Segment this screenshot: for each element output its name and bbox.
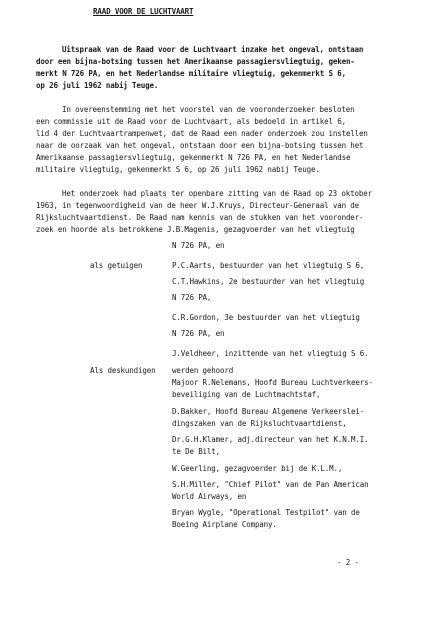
getuige-line-6: J.Veldheer, inzittende van het vliegtuig S 6.	[172, 349, 369, 358]
deskundige-line-4: D.Bakker, Hoofd Bureau Algemene Verkeerslei-	[172, 407, 365, 416]
paragraph2-line-2: een commissie uit de Raad voor de Luchtvaart, als bedoeld in artikel 6,	[36, 117, 346, 126]
paragraph3-line-3: Rijksluchtvaartdienst. De Raad nam kennis van de stukken van het vooronder-	[36, 213, 364, 222]
getuige-line-2: C.T.Hawkins, 2e bestuurder van het vliegtuig	[172, 277, 365, 286]
document-title: RAAD VOOR DE LUCHTVAART	[93, 7, 194, 16]
paragraph3-line-1: Het onderzoek had plaats ter openbare zitting van de Raad op 23 oktober	[62, 189, 372, 198]
deskundige-line-10: World Airways, en	[172, 492, 247, 501]
deskundige-line-9: S.H.Miller, "Chief Pilot" van de Pan American	[172, 480, 369, 489]
paragraph1-line-3: merkt N 726 PA, en het Nederlandse militaire vliegtuig, gekenmerkt S 6,	[36, 69, 346, 78]
getuige-line-5: N 726 PA, en	[172, 329, 225, 338]
deskundige-line-12: Boeing Airplane Company.	[172, 520, 277, 529]
paragraph3-line-2: 1963, in tegenwoordigheid van de heer W.J.Kruys, Directeur-Generaal van de	[36, 201, 360, 210]
paragraph2-line-5: Amerikaanse passagiersvliegtuig, gekenmerkt N 726 PA, en het Nederlandse	[36, 153, 351, 162]
deskundige-line-11: Bryan Wygle, "Operational Testpilot" van de	[172, 508, 360, 517]
getuigen-label: als getuigen	[90, 261, 143, 270]
paragraph1-line-1: Uitspraak van de Raad voor de Luchtvaart inzake het ongeval, ontstaan	[62, 45, 364, 54]
page-number: - 2 -	[337, 558, 359, 567]
deskundige-line-5: dingszaken van de Rijksluchtvaartdienst,	[172, 419, 347, 428]
deskundige-line-8: W.Geerling, gezagvoerder bij de K.L.M.,	[172, 464, 343, 473]
deskundige-line-2: Majoor R.Nelemans, Hoofd Bureau Luchtverkeers-	[172, 378, 373, 387]
paragraph2-line-3: lid 4 der Luchtvaartrampenwet, dat de Raad een nader onderzoek zou instellen	[36, 129, 368, 138]
paragraph1-line-2: door een bijna-botsing tussen het Amerikaanse passagiersvliegtuig, geken-	[36, 57, 355, 66]
deskundige-line-6: Dr.G.H.Klamer, adj.directeur van het K.N.M.I.	[172, 435, 369, 444]
getuige-line-3: N 726 PA,	[172, 293, 212, 302]
getuige-line-1: P.C.Aarts, bestuurder van het vliegtuig S 6,	[172, 261, 365, 270]
paragraph2-line-1: In overeenstemming met het voorstel van de vooronderzoeker besloten	[62, 105, 355, 114]
paragraph1-line-4: op 26 juli 1962 nabij Teuge.	[36, 81, 159, 90]
deskundigen-label: Als deskundigen	[90, 366, 156, 375]
paragraph3-line-4: zoek en hoorde als betrokkene J.B.Magenis, gezagvoerder van het vliegtuig	[36, 225, 355, 234]
getuige-line-4: C.R.Gordon, 3e bestuurder van het vliegtuig	[172, 313, 360, 322]
deskundige-line-7: te De Bilt,	[172, 447, 221, 456]
deskundige-line-3: beveiliging van de Luchtmachtstaf,	[172, 390, 321, 399]
paragraph2-line-4: naar de oorzaak van het ongeval, ontstaan door een bijna-botsing tussen het	[36, 141, 364, 150]
betrokkene-continuation: N 726 PA, en	[172, 241, 225, 250]
paragraph2-line-6: militaire vliegtuig, gekenmerkt S 6, op 26 juli 1962 nabij Teuge.	[36, 165, 320, 174]
deskundige-line-1: werden gehoord	[172, 366, 234, 375]
